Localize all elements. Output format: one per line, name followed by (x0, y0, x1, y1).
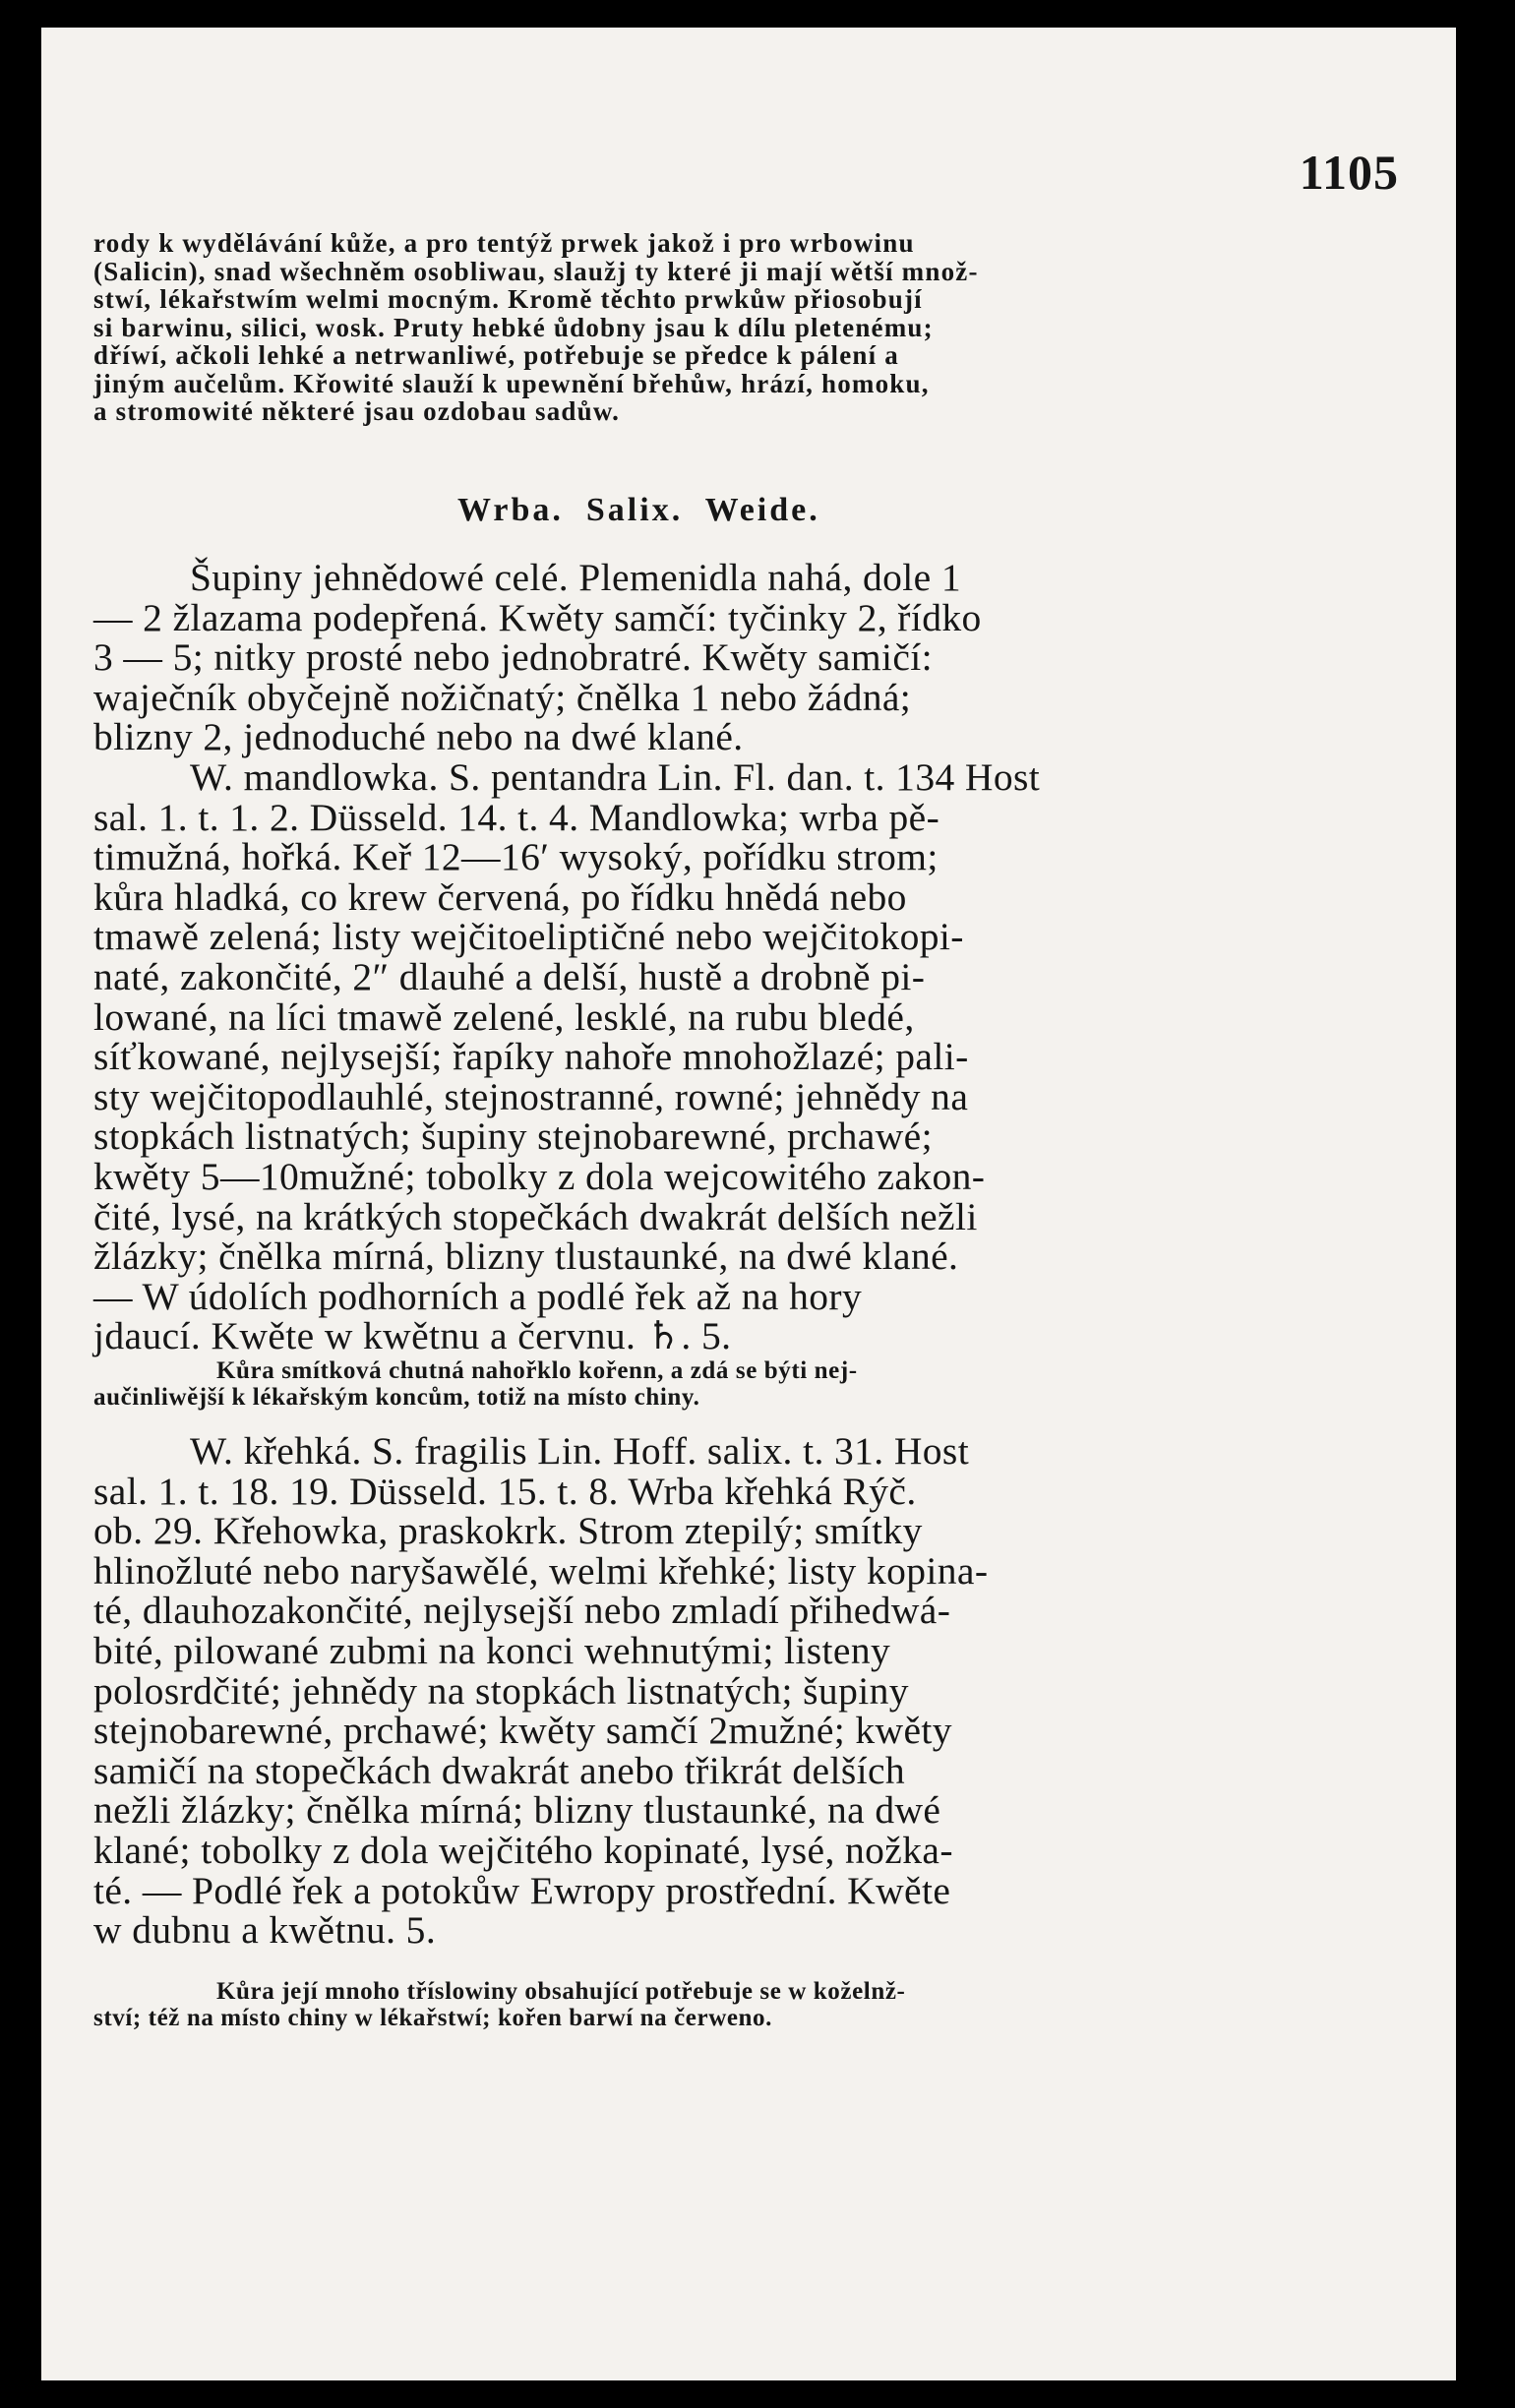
body-line: kwěty 5—10mužné; tobolky z dola wejcowitého zakon- (93, 1155, 986, 1198)
body-line: w dubnu a kwětnu. 5. (93, 1908, 437, 1953)
body-line: síťkowané, nejlysejší; řapíky nahoře mnohožlazé; pali- (93, 1035, 969, 1079)
body-line: tmawě zelená; listy wejčitoeliptičné nebo wejčitokopi- (93, 915, 964, 959)
body-line: naté, zakončité, 2″ dlauhé a delší, hustě a drobně pi- (93, 955, 926, 998)
intro-line: stwí, lékařstwím welmi mocným. Kromě těchto prwkůw přiosobují (93, 284, 923, 314)
body-line: waječník obyčejně nožičnatý; čnělka 1 nebo žádná; (93, 675, 912, 719)
body-line: čité, lysé, na krátkých stopečkách dwakrát delších nežli (93, 1194, 978, 1238)
body-line: 3 — 5; nitky prosté nebo jednobratré. Kwěty samičí: (93, 635, 934, 680)
intro-line: rody k wydělávání kůže, a pro tentýž prwek jakož i pro wrbowinu (93, 228, 915, 258)
body-line: — W údolích podhorních a podlé řek až na hory (93, 1274, 863, 1318)
body-line: polosrdčité; jehnědy na stopkách listnatých; šupiny (93, 1668, 909, 1713)
intro-line: (Salicin), snad wšechněm osobliwau, slaužj ty které ji mají wětší množ- (93, 256, 979, 286)
intro-line: a stromowité některé jsau ozdobau sadůw. (93, 396, 621, 426)
body-line: W. mandlowka. S. pentandra Lin. Fl. dan. t. 134 Host (190, 755, 1041, 799)
body-line: hlinožluté nebo naryšawělé, welmi křehké; listy kopina- (93, 1548, 989, 1593)
body-line: stejnobarewné, prchawé; kwěty samčí 2mužné; kwěty (93, 1709, 952, 1753)
section-heading: Wrba. Salix. Weide. (457, 492, 820, 528)
body-line: timužná, hořká. Keř 12—16′ wysoký, pořídku strom; (93, 835, 939, 879)
body-line: kůra hladká, co krew červená, po řídku hnědá nebo (93, 874, 907, 919)
body-line: té, dlauhozakončité, nejlysejší nebo zmladí přihedwá- (93, 1589, 951, 1633)
body-line: sty wejčitopodlauhlé, stejnostranné, rowné; jehnědy na (93, 1074, 969, 1118)
note-line: Kůra smítková chutná nahořklo kořenn, a zdá se býti nej- (216, 1357, 858, 1384)
body-line: samičí na stopečkách dwakrát anebo třikrát delších (93, 1748, 906, 1792)
intro-line: jiným aučelům. Křowité slauží k upewnění břehůw, hrází, homoku, (93, 368, 930, 398)
body-line: sal. 1. t. 18. 19. Düsseld. 15. t. 8. Wrba křehká Rýč. (93, 1469, 917, 1513)
body-line: W. křehká. S. fragilis Lin. Hoff. salix. t. 31. Host (190, 1429, 970, 1473)
note-line: aučinliwější k lékařským koncům, totiž na místo chiny. (93, 1384, 700, 1411)
body-line: stopkách listnatých; šupiny stejnobarewné, prchawé; (93, 1114, 933, 1159)
note-line: ství; též na místo chiny w lékařstwí; kořen barwí na čerweno. (93, 2005, 772, 2031)
body-line: blizny 2, jednoduché nebo na dwé klané. (93, 715, 744, 759)
body-line: ob. 29. Křehowka, praskokrk. Strom ztepilý; smítky (93, 1509, 923, 1553)
intro-line: si barwinu, silici, wosk. Pruty hebké ůdobny jsau k dílu pletenému; (93, 312, 934, 342)
body-line: té. — Podlé řek a potokůw Ewropy prostřední. Kwěte (93, 1868, 951, 1912)
body-line: jdaucí. Kwěte w kwětnu a červnu. ♄. 5. (93, 1314, 732, 1358)
intro-line: dříwí, ačkoli lehké a netrwanliwé, potřebuje se předce k pálení a (93, 340, 899, 370)
body-line: lowané, na líci tmawě zelené, lesklé, na rubu bledé, (93, 994, 915, 1039)
body-line: klané; tobolky z dola wejčitého kopinaté, lysé, nožka- (93, 1829, 953, 1872)
body-line: bité, pilowané zubmi na konci wehnutými; listeny (93, 1629, 891, 1672)
book-page (41, 28, 1456, 2380)
body-line: Šupiny jehnědowé celé. Plemenidla nahá, dole 1 (190, 556, 962, 599)
note-line: Kůra její mnoho tříslowiny obsahující potřebuje se w koželnž- (216, 1978, 906, 2005)
body-line: — 2 žlazama podepřená. Kwěty samčí: tyčinky 2, řídko (93, 595, 982, 639)
page-number: 1105 (1299, 145, 1399, 200)
body-line: žlázky; čnělka mírná, blizny tlustaunké, na dwé klané. (93, 1234, 959, 1279)
body-line: nežli žlázky; čnělka mírná; blizny tlustaunké, na dwé (93, 1788, 941, 1833)
body-line: sal. 1. t. 1. 2. Düsseld. 14. t. 4. Mandlowka; wrba pě- (93, 795, 940, 839)
